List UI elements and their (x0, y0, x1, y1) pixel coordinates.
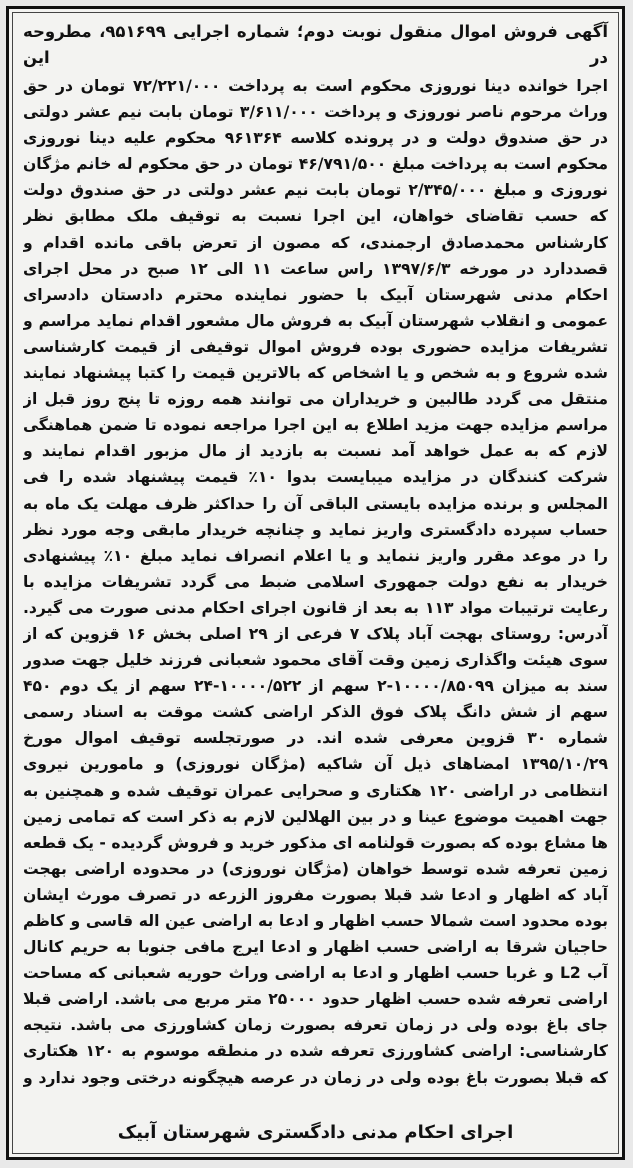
legal-notice (6, 6, 625, 1160)
notice-body: اجرا خوانده دینا نوروزی محکوم است به پرداخت ۷۲/۲۲۱/۰۰۰ تومان در حق وراث مرحوم ناصر نوروزی و پرداخت ۳/۶۱۱/۰۰۰ تومان بابت نیم عشر دولتی در حق صندوق دولت و در پرونده کلاسه ۹۶۱۳۶۴ محکوم علیه دینا نوروزی محکوم است به پرداخت مبلغ ۴۶/۷۹۱/۵۰۰ تومان در حق محکوم له خانم مژگان نوروزی و مبلغ ۲/۳۴۵/۰۰۰ تومان بابت نیم عشر دولتی در حق صندوق دولت که حسب تقاضای خواهان، این اجرا نسبت به توقیف ملک مطابق نظر کارشناس محمدصادق ارجمندی، که مصون از تعرض باقی مانده اقدام و قصددارد در مورخه ۱۳۹۷/۶/۳ راس ساعت ۱۱ الی ۱۲ صبح در محل اجرای احکام مدنی شهرستان آبیک با حضور نماینده محترم دادستان دادسرای عمومی و انقلاب شهرستان آبیک به فروش مال مشعور اقدام نماید مراسم و تشریفات مزایده حضوری بوده فروش اموال توقیفی از قیمت کارشناسی شده شروع و به شخص و یا اشخاص که بالاترین قیمت را کتبا پیشنهاد نمایند منتقل می گردد طالبین و خریداران می توانند همه روزه تا پنج روز قبل از مراسم مزایده جهت مزید اطلاع به این اجرا مراجعه نموده تا ضمن هماهنگی لازم که به عمل خواهد آمد نسبت به بازدید از مال مزبور اقدام نمایند و شرکت کنندگان در مزایده میبایست بدوا ۱۰٪ قیمت پیشنهاد شده را فی المجلس و برنده مزایده بایستی الباقی آن را حداکثر ظرف مهلت یک ماه به حساب سپرده دادگستری واریز نماید و چنانچه خریدار مابقی وجه مورد نظر را در موعد مقرر واریز ننماید و یا اعلام انصراف نماید مبلغ ۱۰٪ پیشنهادی خریدار به نفع دولت جمهوری اسلامی ضبط می گردد تشریفات مزایده با رعایت ترتیبات مواد ۱۱۳ به بعد از قانون اجرای احکام مدنی صورت می گیرد. آدرس: روستای بهجت آباد پلاک ۷ فرعی از ۲۹ اصلی بخش ۱۶ قزوین که از سوی هیئت واگذاری زمین وقت آقای محمود شعبانی فرزند خلیل جهت صدور سند به میزان ۱۰۰۰۰/۸۵۰۹۹-۲ سهم از ۱۰۰۰۰/۵۲۲-۲۴ سهم از یک دوم ۴۵۰ سهم از شش دانگ پلاک فوق الذکر اراضی کشت موقت به اسناد رسمی شماره ۳۰ قزوین معرفی شده اند. در صورتجلسه توقیف اموال مورخ ۱۳۹۵/۱۰/۲۹ امضاهای ذیل آن شاکیه (مژگان نوروزی) و مامورین نیروی انتظامی در اراضی ۱۲۰ هکتاری و صحرایی عمران توقیف شده و همچنین به جهت اهمیت موضوع عینا و در بین الهلالین لازم به ذکر است که تمامی زمین ها مشاع بوده که بصورت قولنامه ای مذکور خرید و فروش گردیده - یک قطعه زمین تعرفه شده توسط خواهان (مژگان نوروزی) در محدوده اراضی بهجت آباد که اظهار و ادعا شد قبلا بصورت مفروز الزرعه در تصرف مورث ایشان بوده محدود است شمالا حسب اظهار و ادعا به اراضی عین اله قاسی و کاظم حاجیان شرقا به اراضی حسب اظهار و ادعا ایرج مافی جنوبا به حریم کانال آب L2 و غربا حسب اظهار و ادعا به اراضی وراث حوریه شعبانی که مساحت اراضی تعرفه شده حسب اظهار حدود ۲۵۰۰۰ متر مربع می باشد. اراضی قبلا جای باغ بوده ولی در زمان تعرفه بصورت زمان کشاورزی می باشد. نتیجه کارشناسی: اراضی کشاورزی تعرفه شده در منطقه موسوم به ۱۲۰ هکتاری که قبلا بصورت باغ بوده ولی در زمان در عرصه هیچگونه درختی وجود ندارد و (23, 77, 608, 1087)
notice-signature: اجرای احکام مدنی دادگستری شهرستان آبیک (117, 1122, 514, 1143)
notice-title: آگهی فروش اموال منقول نوبت دوم؛ شماره اجرایی ۹۵۱۶۹۹، مطروحه در این (23, 22, 608, 67)
